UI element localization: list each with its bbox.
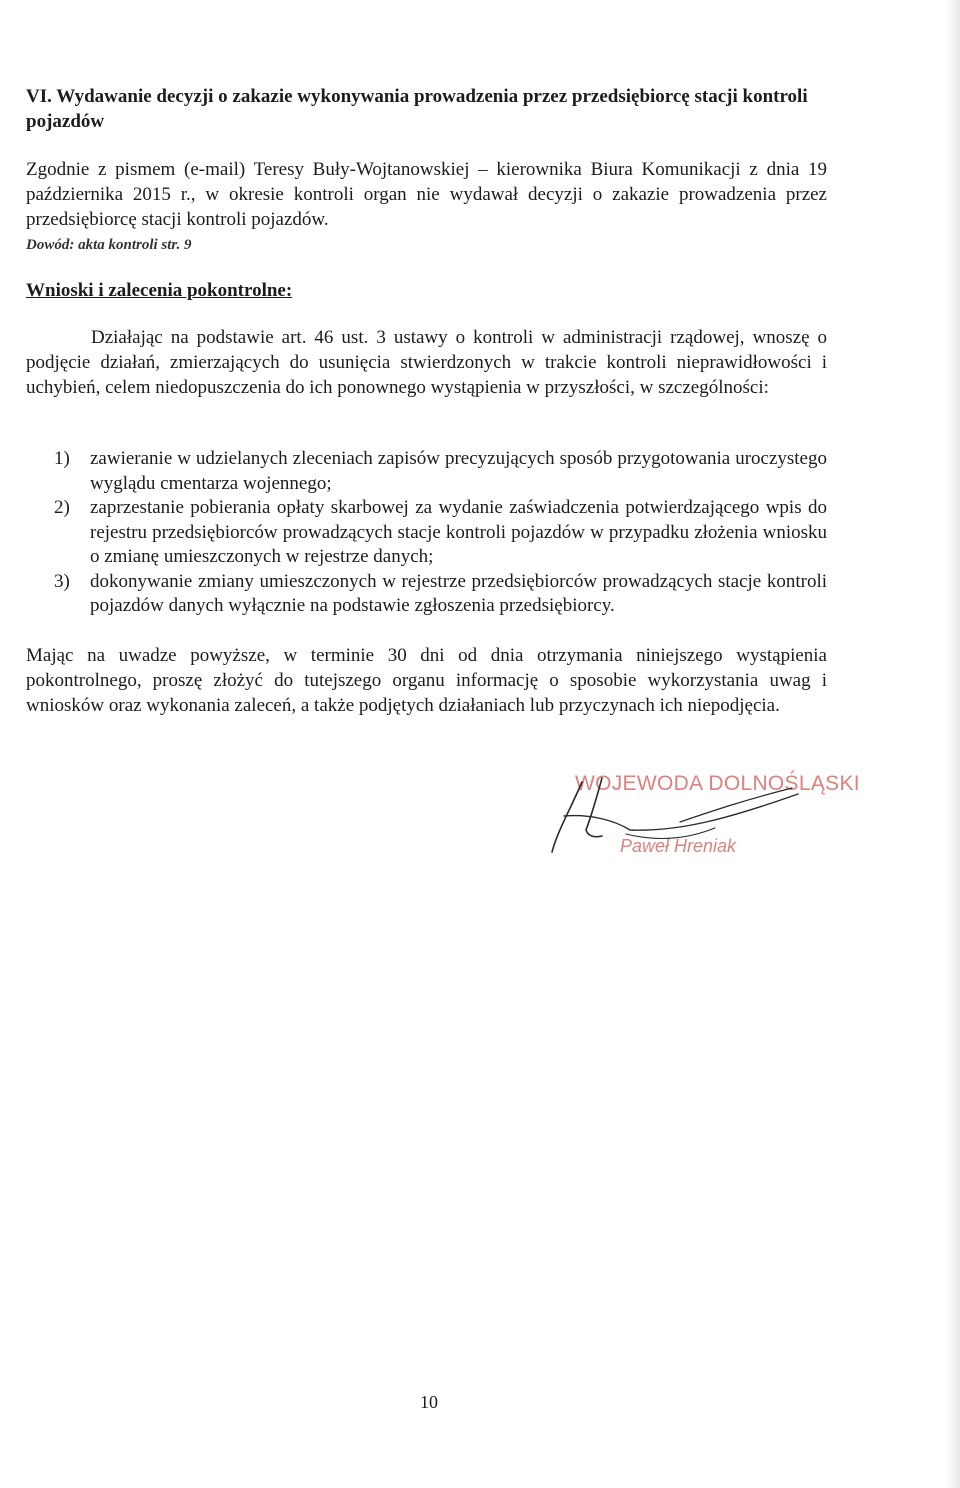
findings-paragraph: Zgodnie z pismem (e-mail) Teresy Buły-Wojtanowskiej – kierownika Biura Komunikacji z dnia 19 października 2015 r., w okresie kontroli organ nie wydawał decyzji o zakazie prowadzenia przez przedsiębiorcę stacji kontroli pojazdów. — [26, 159, 827, 230]
recommendations-list — [26, 447, 827, 619]
list-item-index: 1) — [54, 448, 70, 469]
list-item — [26, 570, 827, 619]
closing-paragraph: Mając na uwadze powyższe, w terminie 30 dni od dnia otrzymania niniejszego wystąpienia pokontrolnego, proszę złożyć do tutejszego organu informację o sposobie wykorzystania uwag i wniosków oraz wykonania zaleceń, a także podjętych działaniach lub przyczynach ich niepodjęcia. — [26, 645, 827, 716]
list-item-text: zawieranie w udzielanych zleceniach zapisów precyzujących sposób przygotowania uroczystego wyglądu cmentarza wojennego; — [90, 448, 827, 494]
scan-edge-shadow — [946, 0, 960, 1488]
legal-basis-paragraph: Działając na podstawie art. 46 ust. 3 ustawy o kontroli w administracji rządowej, wnoszę o podjęcie działań, zmierzających do usunięcia stwierdzonych w trakcie kontroli nieprawidłowości i uchybień, celem niedopuszczenia do ich ponownego wystąpienia w przyszłości, w szczególności: — [26, 327, 827, 398]
list-item-text: dokonywanie zmiany umieszczonych w rejestrze przedsiębiorców prowadzących stacje kontroli pojazdów danych wyłącznie na podstawie zgłoszenia przedsiębiorcy. — [90, 570, 827, 616]
list-item — [26, 496, 827, 570]
list-item — [26, 447, 827, 496]
section-heading — [26, 84, 826, 134]
handwritten-signature — [530, 770, 830, 860]
list-item-text: zaprzestanie pobierania opłaty skarbowej za wydanie zaświadczenia potwierdzającego wpis do rejestru przedsiębiorców prowadzących stacje kontroli pojazdów w przypadku złożenia wniosku o zmianę umieszczonych w rejestrze danych; — [90, 497, 827, 567]
conclusions-heading: Wnioski i zalecenia pokontrolne: — [26, 280, 293, 301]
evidence-note: Dowód: akta kontroli str. 9 — [26, 237, 192, 253]
section-title: Wydawanie decyzji o zakazie wykonywania prowadzenia przez przedsiębiorcę stacji kontroli pojazdów — [26, 86, 808, 132]
office-stamp: WOJEWODA DOLNOŚLĄSKI — [575, 772, 860, 795]
list-item-index: 3) — [54, 570, 70, 592]
section-number: VI. — [26, 86, 52, 107]
list-item-index: 2) — [54, 497, 70, 518]
signatory-name-stamp: Paweł Hreniak — [620, 836, 737, 856]
page-number: 10 — [420, 1392, 438, 1412]
